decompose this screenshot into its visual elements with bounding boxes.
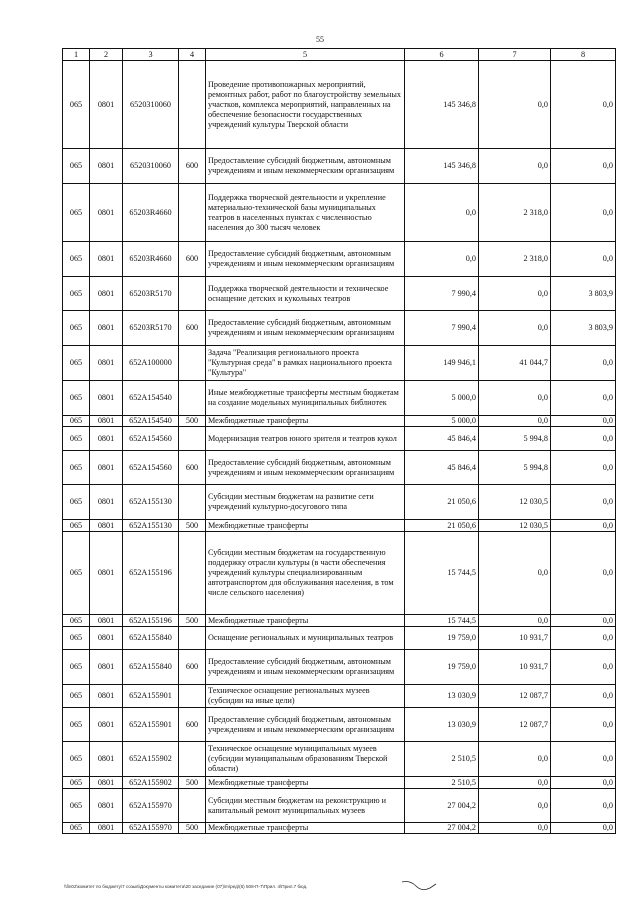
amount-col8: 0,0: [551, 346, 616, 381]
amount-col8: 0,0: [551, 742, 616, 777]
expense-type: 600: [179, 708, 206, 742]
amount-col6: 145 346,8: [405, 149, 479, 184]
budget-table: [62, 48, 616, 834]
amount-col7: 0,0: [479, 789, 551, 823]
amount-col7: 10 931,7: [479, 627, 551, 650]
amount-col7: 0,0: [479, 532, 551, 615]
amount-col8: 0,0: [551, 149, 616, 184]
target-article: 652A155130: [123, 485, 179, 520]
target-article: 652A155902: [123, 777, 179, 789]
target-article: 65203R4660: [123, 242, 179, 277]
amount-col7: 0,0: [479, 416, 551, 427]
page-number: 55: [316, 35, 324, 44]
table-row: [63, 520, 616, 532]
admin-code: 065: [63, 823, 90, 834]
section-code: 0801: [90, 742, 123, 777]
table-row: [63, 627, 616, 650]
amount-col7: 12 030,5: [479, 520, 551, 532]
section-code: 0801: [90, 685, 123, 708]
expense-type: 600: [179, 149, 206, 184]
table-row: [63, 685, 616, 708]
amount-col6: 45 846,4: [405, 427, 479, 451]
target-article: 652A100000: [123, 346, 179, 381]
table-row: [63, 485, 616, 520]
target-article: 652A155902: [123, 742, 179, 777]
amount-col8: 0,0: [551, 532, 616, 615]
admin-code: 065: [63, 520, 90, 532]
table-row: [63, 823, 616, 834]
amount-col8: 0,0: [551, 789, 616, 823]
amount-col6: 7 990,4: [405, 311, 479, 346]
header-cell: 6: [405, 49, 479, 61]
table-row: [63, 650, 616, 685]
amount-col7: 10 931,7: [479, 650, 551, 685]
target-article: 652A155901: [123, 685, 179, 708]
target-article: 65203R5170: [123, 277, 179, 311]
expense-type: 500: [179, 416, 206, 427]
amount-col6: 19 759,0: [405, 627, 479, 650]
expense-type: [179, 61, 206, 149]
amount-col7: 41 044,7: [479, 346, 551, 381]
amount-col8: 0,0: [551, 242, 616, 277]
admin-code: 065: [63, 615, 90, 627]
amount-col8: 0,0: [551, 520, 616, 532]
header-cell: 2: [90, 49, 123, 61]
amount-col6: 0,0: [405, 242, 479, 277]
amount-col6: 19 759,0: [405, 650, 479, 685]
amount-col6: 5 000,0: [405, 416, 479, 427]
amount-col7: 12 087,7: [479, 685, 551, 708]
expense-type: [179, 184, 206, 242]
header-cell: 8: [551, 49, 616, 61]
admin-code: 065: [63, 650, 90, 685]
admin-code: 065: [63, 149, 90, 184]
expense-type: [179, 381, 206, 416]
amount-col7: 12 030,5: [479, 485, 551, 520]
table-row: [63, 61, 616, 149]
section-code: 0801: [90, 532, 123, 615]
table-row: [63, 346, 616, 381]
description: Предоставление субсидий бюджетным, автономным учреждениям и иным некоммерческим организациям: [206, 311, 405, 346]
description: Межбюджетные трансферты: [206, 416, 405, 427]
section-code: 0801: [90, 777, 123, 789]
admin-code: 065: [63, 789, 90, 823]
admin-code: 065: [63, 311, 90, 346]
description: Субсидии местным бюджетам на развитие сети учреждений культурно-досугового типа: [206, 485, 405, 520]
target-article: 652A154540: [123, 416, 179, 427]
amount-col8: 0,0: [551, 184, 616, 242]
description: Межбюджетные трансферты: [206, 823, 405, 834]
amount-col6: 2 510,5: [405, 742, 479, 777]
section-code: 0801: [90, 823, 123, 834]
amount-col7: 0,0: [479, 823, 551, 834]
amount-col8: 3 803,9: [551, 311, 616, 346]
description: Проведение противопожарных мероприятий, ремонтных работ, работ по благоустройству земельных участков, комплекса мероприятий, направленных на обеспечение безопасности государственных учреждений культуры Тверской области: [206, 61, 405, 149]
amount-col7: 0,0: [479, 311, 551, 346]
admin-code: 065: [63, 277, 90, 311]
table-row: [63, 149, 616, 184]
target-article: 6520310060: [123, 149, 179, 184]
section-code: 0801: [90, 427, 123, 451]
amount-col7: 0,0: [479, 615, 551, 627]
description: Межбюджетные трансферты: [206, 615, 405, 627]
admin-code: 065: [63, 416, 90, 427]
section-code: 0801: [90, 61, 123, 149]
table-row: [63, 242, 616, 277]
amount-col8: 0,0: [551, 650, 616, 685]
expense-type: [179, 685, 206, 708]
amount-col7: 0,0: [479, 381, 551, 416]
amount-col7: 0,0: [479, 777, 551, 789]
table-row: [63, 532, 616, 615]
description: Модернизация театров юного зрителя и театров кукол: [206, 427, 405, 451]
header-cell: 7: [479, 49, 551, 61]
target-article: 652A154540: [123, 381, 179, 416]
description: Предоставление субсидий бюджетным, автономным учреждениям и иным некоммерческим организациям: [206, 149, 405, 184]
expense-type: [179, 346, 206, 381]
target-article: 65203R4660: [123, 184, 179, 242]
table-row: [63, 416, 616, 427]
amount-col6: 13 030,9: [405, 685, 479, 708]
target-article: 652A155901: [123, 708, 179, 742]
table-row: [63, 615, 616, 627]
amount-col8: 0,0: [551, 685, 616, 708]
expense-type: [179, 789, 206, 823]
amount-col8: 0,0: [551, 61, 616, 149]
amount-col6: 149 946,1: [405, 346, 479, 381]
target-article: 652A155840: [123, 650, 179, 685]
amount-col7: 5 994,8: [479, 427, 551, 451]
amount-col8: 3 803,9: [551, 277, 616, 311]
expense-type: 600: [179, 311, 206, 346]
expense-type: 500: [179, 777, 206, 789]
section-code: 0801: [90, 615, 123, 627]
admin-code: 065: [63, 708, 90, 742]
admin-code: 065: [63, 381, 90, 416]
section-code: 0801: [90, 416, 123, 427]
expense-type: 500: [179, 823, 206, 834]
table-row: [63, 742, 616, 777]
amount-col6: 15 744,5: [405, 615, 479, 627]
target-article: 6520310060: [123, 61, 179, 149]
header-cell: 1: [63, 49, 90, 61]
amount-col8: 0,0: [551, 708, 616, 742]
expense-type: [179, 742, 206, 777]
amount-col6: 21 050,6: [405, 520, 479, 532]
expense-type: 600: [179, 650, 206, 685]
description: Задача "Реализация регионального проекта "Культурная среда" в рамках национального проекта "Культура": [206, 346, 405, 381]
expense-type: [179, 485, 206, 520]
description: Предоставление субсидий бюджетным, автономным учреждениям и иным некоммерческим организациям: [206, 708, 405, 742]
amount-col7: 2 318,0: [479, 242, 551, 277]
amount-col8: 0,0: [551, 615, 616, 627]
amount-col8: 0,0: [551, 381, 616, 416]
admin-code: 065: [63, 742, 90, 777]
description: Поддержка творческой деятельности и укрепление материально-технической базы муниципальных театров в населенных пунктах с численностью населения до 300 тысяч человек: [206, 184, 405, 242]
table-row: [63, 311, 616, 346]
target-article: 652A154560: [123, 427, 179, 451]
amount-col6: 2 510,5: [405, 777, 479, 789]
section-code: 0801: [90, 650, 123, 685]
description: Субсидии местным бюджетам на реконструкцию и капитальный ремонт муниципальных музеев: [206, 789, 405, 823]
description: Оснащение региональных и муниципальных театров: [206, 627, 405, 650]
admin-code: 065: [63, 184, 90, 242]
admin-code: 065: [63, 451, 90, 485]
amount-col7: 5 994,8: [479, 451, 551, 485]
target-article: 652A154560: [123, 451, 179, 485]
amount-col8: 0,0: [551, 823, 616, 834]
target-article: 652A155196: [123, 532, 179, 615]
section-code: 0801: [90, 520, 123, 532]
amount-col7: 0,0: [479, 277, 551, 311]
table-row: [63, 777, 616, 789]
expense-type: [179, 627, 206, 650]
section-code: 0801: [90, 277, 123, 311]
amount-col7: 12 087,7: [479, 708, 551, 742]
amount-col6: 21 050,6: [405, 485, 479, 520]
table-row: [63, 184, 616, 242]
expense-type: [179, 427, 206, 451]
amount-col8: 0,0: [551, 451, 616, 485]
admin-code: 065: [63, 685, 90, 708]
description: Поддержка творческой деятельности и техническое оснащение детских и кукольных театров: [206, 277, 405, 311]
section-code: 0801: [90, 149, 123, 184]
admin-code: 065: [63, 777, 90, 789]
admin-code: 065: [63, 346, 90, 381]
signature-mark: [400, 878, 440, 892]
table-row: [63, 789, 616, 823]
table-row: [63, 381, 616, 416]
footer-file-path: \\fin02\комитет по бюджету\7 созыв\Документы комитета\20 заседание (07)\m\ред\(6) 508-П-7\Прил. 4\Прил.7 бюд.: [64, 884, 308, 889]
target-article: 652A155130: [123, 520, 179, 532]
target-article: 652A155970: [123, 789, 179, 823]
amount-col8: 0,0: [551, 485, 616, 520]
description: Межбюджетные трансферты: [206, 777, 405, 789]
expense-type: 500: [179, 615, 206, 627]
amount-col8: 0,0: [551, 627, 616, 650]
description: Предоставление субсидий бюджетным, автономным учреждениям и иным некоммерческим организациям: [206, 650, 405, 685]
admin-code: 065: [63, 427, 90, 451]
table-row: [63, 427, 616, 451]
section-code: 0801: [90, 451, 123, 485]
admin-code: 065: [63, 242, 90, 277]
target-article: 652A155840: [123, 627, 179, 650]
section-code: 0801: [90, 485, 123, 520]
section-code: 0801: [90, 184, 123, 242]
expense-type: 600: [179, 451, 206, 485]
header-cell: 3: [123, 49, 179, 61]
amount-col6: 7 990,4: [405, 277, 479, 311]
description: Межбюджетные трансферты: [206, 520, 405, 532]
amount-col6: 27 004,2: [405, 789, 479, 823]
amount-col7: 0,0: [479, 149, 551, 184]
table-row: [63, 451, 616, 485]
amount-col6: 13 030,9: [405, 708, 479, 742]
admin-code: 065: [63, 485, 90, 520]
section-code: 0801: [90, 627, 123, 650]
amount-col7: 0,0: [479, 61, 551, 149]
admin-code: 065: [63, 627, 90, 650]
amount-col8: 0,0: [551, 416, 616, 427]
amount-col6: 145 346,8: [405, 61, 479, 149]
target-article: 652A155970: [123, 823, 179, 834]
amount-col8: 0,0: [551, 777, 616, 789]
expense-type: [179, 532, 206, 615]
expense-type: 600: [179, 242, 206, 277]
description: Иные межбюджетные трансферты местным бюджетам на создание модельных муниципальных библиотек: [206, 381, 405, 416]
expense-type: 500: [179, 520, 206, 532]
target-article: 65203R5170: [123, 311, 179, 346]
table-row: [63, 708, 616, 742]
section-code: 0801: [90, 381, 123, 416]
section-code: 0801: [90, 708, 123, 742]
amount-col6: 27 004,2: [405, 823, 479, 834]
table-row: [63, 277, 616, 311]
amount-col7: 2 318,0: [479, 184, 551, 242]
amount-col8: 0,0: [551, 427, 616, 451]
header-cell: 4: [179, 49, 206, 61]
description: Техническое оснащение региональных музеев (субсидии на иные цели): [206, 685, 405, 708]
target-article: 652A155196: [123, 615, 179, 627]
amount-col6: 5 000,0: [405, 381, 479, 416]
amount-col6: 15 744,5: [405, 532, 479, 615]
section-code: 0801: [90, 311, 123, 346]
section-code: 0801: [90, 242, 123, 277]
admin-code: 065: [63, 61, 90, 149]
admin-code: 065: [63, 532, 90, 615]
header-row: [63, 49, 616, 61]
description: Предоставление субсидий бюджетным, автономным учреждениям и иным некоммерческим организациям: [206, 242, 405, 277]
amount-col7: 0,0: [479, 742, 551, 777]
expense-type: [179, 277, 206, 311]
amount-col6: 45 846,4: [405, 451, 479, 485]
description: Субсидии местным бюджетам на государственную поддержку отрасли культуры (в части обеспечения учреждений культуры специализированным автотранспортом для обслуживания населения, в том числе сельского населения): [206, 532, 405, 615]
amount-col6: 0,0: [405, 184, 479, 242]
section-code: 0801: [90, 346, 123, 381]
description: Техническое оснащение муниципальных музеев (субсидии муниципальным образованиям Тверской области): [206, 742, 405, 777]
section-code: 0801: [90, 789, 123, 823]
header-cell: 5: [206, 49, 405, 61]
description: Предоставление субсидий бюджетным, автономным учреждениям и иным некоммерческим организациям: [206, 451, 405, 485]
